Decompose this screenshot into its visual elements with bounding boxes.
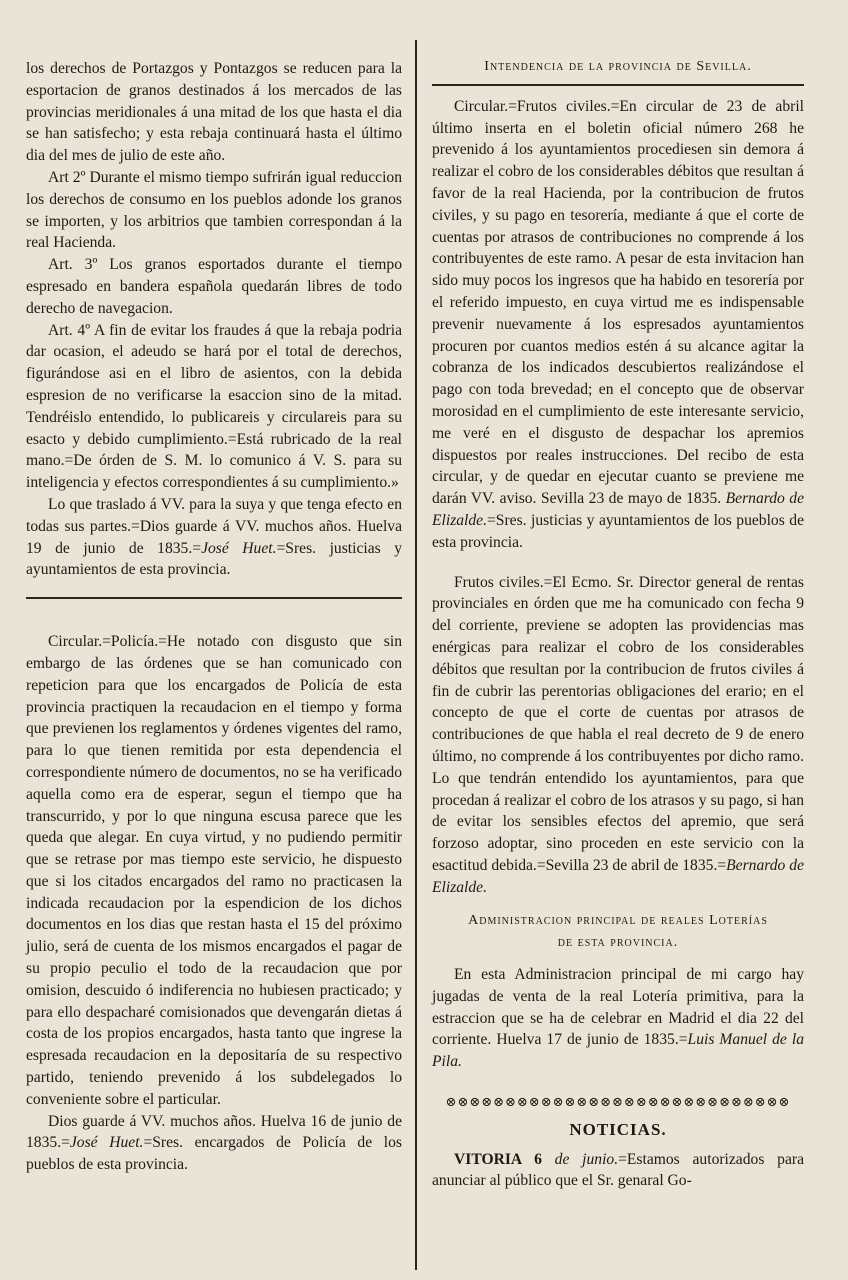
signature: Bernardo de Elizalde. [432,856,804,896]
police-closing [26,1111,402,1176]
transfer-paragraph [26,494,402,581]
transfer-text: Lo que traslado á VV. para la suya y que tenga efecto en todas sus partes.=Dios guarde á VV. muchos años. Huelva 19 de junio de 1835.= [26,495,402,557]
section-heading-loterias: Administracion principal de reales Loterías [468,913,768,929]
spacer [432,898,804,910]
loteria-text: En esta Administracion principal de mi cargo hay jugadas de venta de la real Lotería primitiva, para la estraccion que se ha de celebrar en Madrid el dia 22 del corriente. Huelva 17 de junio de 1835.= [432,966,804,1049]
police-circular: Circular.=Policía.=He notado con disgusto que sin embargo de las órdenes que se han comunicado con repeticion para que los encargados de Policía de esta provincia practiquen la recaudacion en el tiempo y forma que previenen los reglamentos y órdenes vigentes del ramo, para lo que tienen remitida por esta dependencia el correspondiente número de documentos, no se ha verificado aquella como era de esperar, segun el tiempo que ha transcurrido, y por lo que ninguna escusa parece que les queda que alegar. En cuya virtud, y no pudiendo permitir que se retrase por mas tiempo este servicio, he dispuesto que si los citados encargados del ramo no practicasen la indicada recaudacion por la espendicion de los dichos documentos en los dias que restan hasta el 15 del próximo julio, será de cuenta de los mismos encargados el pagar de su propio peculio el todo de la recaudacion que por omision, descuido ó indiferencia no hubiesen practicado; y para ello despacharé comisionados que devengarán dietas á costa de los propios encargados, hasta tanto que ingrese la espresada recaudacion en la depositaría de su respectivo partido, teniendo prevenido á los subdelegados lo conveniente sobre el particular. [26,633,402,1108]
loteria-notice [432,964,804,1073]
order-text: Frutos civiles.=El Ecmo. Sr. Director general de rentas provinciales en órden que me ha comunicado con fecha 9 del corriente, previene se adopten las providencias mas enérgicas para realizar el cobro de los considerables débitos que resultan por la contribucion de frutos civiles á fin de cubrir las perentorias obligaciones del erario; en el concepto de que el corte de cuentas por atrasos de contribuciones de que habla el real decreto de 9 de enero último, no comprende á los contribuyentes por dicho ramo. Lo que tendrán entendido los ayuntamientos, para que procedan á realizar el cobro de los atrasos y su pago, si han de evitar los sensibles efectos del apremio, que será forzoso adoptar, sino proceden en este servicio con la esactitud debida.=Sevilla 23 de abril de 1835.= [432,573,804,874]
signature: Luis Manuel de la Pila. [432,1031,804,1071]
frutos-text: Circular.=Frutos civiles.=En circular de 23 de abril último inserta en el boletin oficial número 268 he prevenido á los ayuntamientos procediesen sin demora á realizar el cobro de los considerables débitos que resultan á favor de la real Hacienda, por la contribucion de frutos civiles, y su pago en tesorería, mediante á que el corte de cuentas por atrasos de contribuciones no comprende á los contribuyentes de este ramo. A pesar de esta invitacion han sido muy pocos los ingresos que ha habido en tesorería por el referido impuesto, en cuya virtud me es indispensable prevenir nuevamente á los espresados ayuntamientos procuren por cuantos medios estén á su alcance agitar la cobranza de los indicados descubiertos realizándose el pago con toda brevedad; en el concepto que de observar morosidad en el cumplimiento de este interesante servicio, me veré en el disgusto de despachar los apremios dispuestos por reales instrucciones. Del recibo de esta circular, y de quedar en ejecutar cuanto se previene me darán VV. aviso. Sevilla 23 de mayo de 1835. [432,97,804,508]
news-text: =Estamos autorizados para anunciar al público que el Sr. genaral Go- [432,1150,804,1190]
section-subheading-loterias: de esta provincia. [557,935,679,951]
transfer-addressee: =Sres. justicias y ayuntamientos de esta provincia. [26,539,403,579]
section-heading-intendencia: Intendencia de la provincia de Sevilla. [484,59,752,74]
signature: José Huet. [69,1134,144,1152]
signature: José Huet. [201,539,277,557]
ornament-divider: ⊗⊗⊗⊗⊗⊗⊗⊗⊗⊗⊗⊗⊗⊗⊗⊗⊗⊗⊗⊗⊗⊗⊗⊗⊗⊗⊗⊗⊗ [445,1094,791,1110]
spacer [26,613,402,631]
closing-addressee: =Sres. encargados de Policía de los pueblos de esta provincia. [26,1134,402,1174]
news-place: VITORIA 6 [454,1150,542,1168]
heading-rule [432,84,804,86]
closing-text: Dios guarde á VV. muchos años. Huelva 16 de junio de 1835.= [26,1112,402,1152]
vitoria-news [432,1149,804,1193]
decree-article-4: Art. 4º A fin de evitar los fraudes á que la rebaja podria dar ocasion, el adeudo se hará por el total de derechos, figurándose asi en el libro de asientos, con la debida espresion de no verificarse la esaccion sino de la mitad. Tendréislo entendido, lo publicareis y circulareis para su esacto y debido cumplimiento.=Está rubricado de la real mano.=De órden de S. M. lo comunico á V. S. para su inteligencia y efectos correspondientes á su cumplimiento.» [26,321,402,492]
decree-article-3: Art. 3º Los granos esportados durante el tiempo espresado en bandera española quedarán libres de todo derecho de navegacion. [26,256,402,317]
noticias-title: NOTICIAS. [569,1119,667,1139]
signature: Bernardo de Elizalde. [432,490,804,529]
frutos-circular [432,96,804,554]
right-column [432,56,804,1192]
section-divider [26,597,402,599]
news-date: de junio. [554,1150,619,1168]
frutos-order [432,572,804,899]
left-column [26,58,402,1176]
spacer [432,554,804,572]
decree-article-2: Art 2º Durante el mismo tiempo sufrirán igual reduccion los derechos de consumo en los pueblos adonde los granos se importen, y los arbitrios que tambien correspondan á la real Hacienda. [26,168,402,252]
decree-paragraph-1: los derechos de Portazgos y Pontazgos se reducen para la esportacion de granos destinados á los mercados de las provincias meridionales á una mitad de los que hasta el dia se han satisfecho; y esta rebaja continuará hasta el último dia del mes de julio de este año. [26,60,402,165]
column-divider [415,40,417,1270]
frutos-addressee: =Sres. justicias y ayuntamientos de los pueblos de esta provincia. [432,511,804,551]
